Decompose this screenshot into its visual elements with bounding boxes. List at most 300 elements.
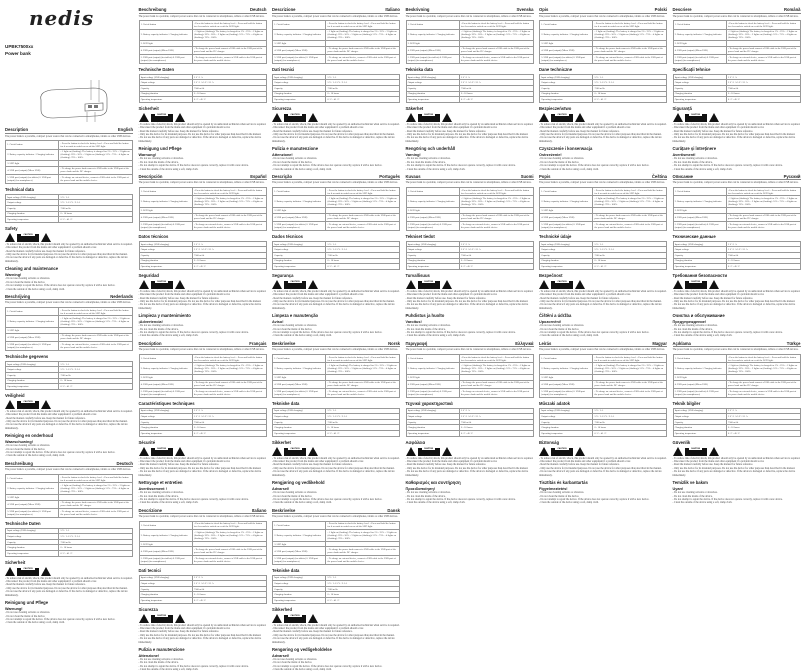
part-description: - Press the button to check the battery level. - Press and hold the button for 4 seconds to switch on or off the LED light. [192,354,266,363]
warning-triangle-icon [272,280,282,289]
table-row [273,431,400,437]
cleaning-item: - Clean the outside of the device using a soft, damp cloth. [138,668,199,672]
part-name: 4. USB port (output) (Micro USB) [406,380,459,389]
spec-value: 6 - 10 hours [726,258,800,264]
part-name: 4. USB port (output) (Micro USB) [6,333,59,342]
part-name: 4. USB port (output) (Micro USB) [540,46,593,55]
cleaning-item: - Do not use cleaning solvents or abrasives. [138,157,184,161]
part-description: - Press the button to check the battery level. - Press and hold the button for 4 seconds to switch on or off the LED light. [459,20,533,29]
warning-triangle-icon [406,447,416,456]
warning-heading: Attenzione! [138,654,160,658]
part-name: 1. On/off button [540,20,593,29]
table-row [406,363,533,375]
intro-text: The power bank is a portable, compact power source that can be connected to smartphones, tablets or other USB devices. [5,301,131,305]
warning-heading: Ostrzeżenie! [539,153,562,158]
spec-name: Output voltage [273,80,326,86]
cleaning-item: - Do not clean the inside of the device. [672,327,713,331]
part-description: - To charge the power bank connect a USB cable to the USB port of the power bank and the DC charger. [326,380,400,389]
warning-triangle-icon [139,280,149,289]
safety-item: - Do not use the device if any parts are damaged or defective. If the device is damaged or defective, replace the device immediately. [272,470,395,477]
safety-heading: Sicherheit [5,559,26,565]
safety-heading: Biztonság [539,439,560,445]
cleaning-item: - Do not attempt to repair the device. If the device does not operate correctly, replace it with a new device. [138,331,249,334]
cleaning-item: - Clean the outside of the device using a soft, damp cloth. [272,167,332,171]
spec-value: 0 °C - 45 °C [192,264,266,270]
warning-triangle-icon [5,233,15,242]
intro-text: The power bank is a portable, compact power source that can be connected to smartphones, tablets or other USB devices. [272,181,398,185]
safety-item: - Read the manual carefully before use. Keep the manual for future reference. [405,129,487,133]
part-description: - To charge the power bank connect a USB cable to the USB port of the power bank and the DC charger. [459,380,533,389]
spec-name: Charging duration [6,378,59,384]
caution-symbols [139,280,267,290]
part-description: - To charge an external device, connect a USB cable to the USB port of the power bank and the mobile device. [326,55,400,64]
intro-text: The power bank is a portable, compact power source that can be connected to smartphones, tablets or other USB devices. [138,348,265,352]
part-description: - To charge an external device, connect a USB cable to the USB port of the power bank and the mobile device. [192,556,266,565]
part-name: 1. On/off button [6,307,59,316]
table-row [273,389,400,398]
safety-item: - To reduce risk of electric shock, this product should only be opened by an authorized technician when service is required. [539,122,667,126]
safety-item: - Read the manual carefully before use. Keep the manual for future reference. [539,296,620,300]
power-bank-icon [33,78,113,124]
description-heading: Leírás [539,340,552,346]
part-name: 5. USB port (output) (for tablets) 6. USB port (output) (for smartphones) [406,222,459,231]
intro-text: The power bank is a portable, compact power source that can be connected to smartphones, tablets or other USB devices. [5,468,131,472]
table-row [273,29,400,41]
part-name: 3. LED light [139,41,192,47]
cleaning-item: - Do not clean the inside of the device. [138,160,179,164]
safety-item: - Only use the device for its intended purposes. Do not use the device for other purposes than described in the manual. [672,466,796,470]
spec-value: 7500 mAh [192,252,266,258]
part-name: 2. Battery capacity indicator / Charging indicator [273,29,326,41]
cleaning-item: - Do not attempt to repair the device. If the device does not operate correctly, replace it with a new device. [405,164,516,168]
spec-name: Capacity [406,252,459,258]
part-description: - 1 light on (flashing): The battery is charged for 1% - 25%. - 2 lights on (flashing): 26% - 50%. - 3 lights on (flashing): 51% - 75%. - 4 lights on (flashing): 76% - 100%. [593,196,667,208]
table-row [540,363,667,375]
cleaning-heading: Καθαρισμός και συντήρηση [405,480,461,486]
part-name: 5. USB port (output) (for tablets) 6. USB port (output) (for smartphones) [273,389,326,398]
cleaning-item: - Do not attempt to repair the device. If the device does not operate correctly, replace it with a new device. [272,664,383,668]
safety-item: - Read the manual carefully before use. Keep the manual for future reference. [5,249,86,253]
cleaning-item: - Do not clean the inside of the device. [405,494,446,498]
part-name: 1. On/off button [273,354,326,363]
safety-item: - Read the manual carefully before use. Keep the manual for future reference. [138,296,220,300]
safety-item: - Do not use the device if any parts are damaged or defective. If the device is damaged or defective, replace the device immediately. [539,303,662,310]
spec-value: 5 V / 1 A 5 V / 2.1 A [593,80,667,86]
part-description: - 1 light on (flashing): The battery is charged for 1% - 25%. - 2 lights on (flashing): 26% - 50%. - 3 lights on (flashing): 51% - 75%. - 4 lights on (flashing): 76% - 100%. [326,530,400,542]
tech-data-heading: Tekniske data [272,400,300,406]
section-heading-tr [673,341,801,348]
spec-name: Capacity [273,252,326,258]
spec-value: 0 °C - 45 °C [326,264,400,270]
intro-text: The power bank is a portable, compact power source that can be connected to smartphones, tablets or other USB devices. [405,348,532,352]
cleaning-item: - Do not attempt to repair the device. If the device does not operate correctly, replace it with a new device. [138,664,249,668]
section-heading-ro [673,7,801,14]
spec-name: Output voltage [673,414,726,420]
safety-item: - Disconnect the product from the mains and other equipment if a problem should occur. [272,626,364,630]
table-row [273,530,400,542]
table-row [406,29,533,41]
caution-text: CAUTION [423,281,434,284]
cleaning-item: - Do not clean the inside of the device. [138,661,179,665]
caution-text: CAUTION [23,568,33,571]
warning-triangle-icon [41,567,51,576]
caution-label-icon [151,448,173,456]
part-name: 3. LED light [673,374,726,380]
table-row [273,97,400,103]
spec-value: 5 V / 1 A [192,74,266,80]
part-description: - To charge the power bank connect a USB cable to the USB port of the power bank and the DC charger. [326,213,400,222]
tech-data-table [406,241,534,270]
spec-value: 7500 mAh [459,419,533,425]
spec-value: 7500 mAh [726,252,800,258]
spec-value: 5 V / 1 A 5 V / 2.1 A [726,247,800,253]
cleaning-item: - Clean the outside of the device using a soft, damp cloth. [5,454,65,458]
table-row [540,20,667,29]
spec-name: Input voltage (USB charging) [673,74,726,80]
table-row [273,20,400,29]
table-row [139,431,266,437]
section-heading-de [139,7,267,14]
part-description: - 1 light on (flashing): The battery is charged for 1% - 25%. - 2 lights on (flashing): 26% - 50%. - 3 lights on (flashing): 51% - 75%. - 4 lights on (flashing): 76% - 100%. [326,363,400,375]
caution-label-icon [284,615,306,623]
part-name: 2. Battery capacity indicator / Charging indicator [406,363,459,375]
table-row [673,431,800,437]
cleaning-item: - Clean the outside of the device using a soft, damp cloth. [539,334,599,338]
part-name: 5. USB port (output) (for tablets) 6. USB port (output) (for smartphones) [673,55,726,64]
parts-table [272,187,400,231]
part-description: - 1 light on (flashing): The battery is charged for 1% - 25%. - 2 lights on (flashing): 26% - 50%. - 3 lights on (flashing): 51% - 75%. - 4 lights on (flashing): 76% - 100%. [59,483,133,495]
spec-name: Operating temperature [273,431,326,437]
warning-triangle-icon [442,113,452,122]
part-name: 2. Battery capacity indicator / Charging indicator [540,29,593,41]
parts-table [406,20,534,64]
part-name: 2. Battery capacity indicator / Charging indicator [273,530,326,542]
part-name: 3. LED light [673,41,726,47]
cleaning-item: - Do not clean the inside of the device. [138,327,179,331]
language-label: Deutsch [249,7,267,12]
safety-item: - To reduce risk of electric shock, this product should only be opened by an authorized technician when service is required. [272,623,400,627]
spec-value: 5 V / 1 A 5 V / 2.1 A [593,414,667,420]
safety-heading: Sicherheit [138,105,159,111]
table-row [273,55,400,64]
cleaning-item: - Clean the outside of the device using a soft, damp cloth. [405,334,466,338]
description-heading: Description [138,340,162,346]
part-description: - 1 light on (flashing): The battery is charged for 1% - 25%. - 2 lights on (flashing): 26% - 50%. - 3 lights on (flashing): 51% - 75%. - 4 lights on (flashing): 76% - 100%. [326,29,400,41]
parts-table [139,187,267,231]
cleaning-item: - Clean the outside of the device using a soft, damp cloth. [672,501,733,505]
part-name: 1. On/off button [273,521,326,530]
table-row [406,213,533,222]
table-row [673,20,800,29]
cleaning-item: - Do not attempt to repair the device. If the device does not operate correctly, replace it with a new device. [405,331,516,334]
cleaning-heading: Pulizia e manutenzione [272,146,319,152]
cleaning-item: - Do not attempt to repair the device. If the device does not operate correctly, replace it with a new device. [539,331,650,334]
tech-data-table [406,408,534,437]
cleaning-item: - Clean the outside of the device using a soft, damp cloth. [5,287,65,291]
part-description: - 1 light on (flashing): The battery is charged for 1% - 25%. - 2 lights on (flashing): 26% - 50%. - 3 lights on (flashing): 51% - 75%. - 4 lights on (flashing): 76% - 100%. [326,196,400,208]
parts-table [272,354,400,398]
cleaning-item: - Clean the outside of the device using a soft, damp cloth. [138,167,199,171]
spec-value: 7500 mAh [726,419,800,425]
safety-item: - Do not use the device if any parts are damaged or defective. If the device is damaged or defective, replace the device immediately. [405,470,529,477]
spec-value: 6 - 10 hours [726,91,800,97]
safety-item: - To reduce risk of electric shock, this product should only be opened by an authorized technician when service is required. [138,122,267,126]
cleaning-item: - Do not attempt to repair the device. If the device does not operate correctly, replace it with a new device. [539,164,650,168]
safety-item: - Read the manual carefully before use. Keep the manual for future reference. [672,129,754,133]
tech-data-heading: Dati tecnici [272,66,295,72]
tech-data-table [139,408,267,437]
part-description: - Press the button to check the battery level. - Press and hold the button for 4 seconds to switch on or off the LED light. [192,521,266,530]
safety-heading: Güvenlik [672,439,691,445]
spec-value: 5 V / 1 A [326,408,400,414]
part-name: 3. LED light [273,374,326,380]
part-name: 3. LED light [6,161,59,167]
spec-name: Output voltage [139,247,192,253]
warning-heading: Avertisment! [672,153,696,158]
spec-value: 6 - 10 hours [326,592,400,598]
table-row [273,597,400,603]
safety-item: - Only use the device for its intended purposes. Do not use the device for other purposes than described in the manual. [672,299,796,303]
spec-value: 0 °C - 45 °C [326,431,400,437]
table-row [540,97,667,103]
part-name: 5. USB port (output) (for tablets) 6. USB port (output) (for smartphones) [673,222,726,231]
spec-value: 0 °C - 45 °C [59,551,133,557]
cleaning-heading: Čištění a údržba [539,313,572,319]
safety-item: - Disconnect the product from the mains and other equipment if a problem should occur. [272,126,364,130]
warning-triangle-icon [406,113,416,122]
part-description: - Press the button to check the battery level. - Press and hold the button for 4 seconds to switch on or off the LED light. [326,354,400,363]
table-row [139,530,266,542]
part-description: - To charge the power bank connect a USB cable to the USB port of the power bank and the DC charger. [192,46,266,55]
table-row [273,363,400,375]
spec-name: Charging duration [273,425,326,431]
table-row [273,354,400,363]
safety-item: - Read the manual carefully before use. Keep the manual for future reference. [539,463,620,467]
cleaning-heading: Rengøring og vedligeholdelse [272,647,332,652]
spec-name: Output voltage [139,80,192,86]
part-description: - 1 light on (flashing): The battery is charged for 1% - 25%. - 2 lights on (flashing): 26% - 50%. - 3 lights on (flashing): 51% - 75%. - 4 lights on (flashing): 76% - 100%. [726,196,800,208]
table-row [540,196,667,208]
part-name: 3. LED light [6,328,59,334]
cleaning-item: - Do not clean the inside of the device. [5,280,46,284]
safety-item: - Do not use the device if any parts are damaged or defective. If the device is damaged or defective, replace the device immediately. [272,303,395,310]
cleaning-item: - Do not attempt to repair the device. If the device does not operate correctly, replace it with a new device. [138,164,249,168]
spec-name: Capacity [406,86,459,92]
warning-heading: Предупреждение! [672,320,707,325]
product-title: Power bank [5,51,31,56]
spec-name: Charging duration [6,211,59,217]
cleaning-item: - Clean the outside of the device using a soft, damp cloth. [539,501,599,505]
safety-item: - Read the manual carefully before use. Keep the manual for future reference. [405,296,487,300]
spec-name: Input voltage (USB charging) [6,361,59,367]
warning-triangle-icon [272,447,282,456]
spec-value: 6 - 10 hours [593,258,667,264]
table-row [139,556,266,565]
safety-item: - Do not use the device if any parts are damaged or defective. If the device is damaged or defective, replace the device immediately. [138,303,262,310]
intro-text: The power bank is a portable, compact power source that can be connected to smartphones, tablets or other USB devices. [672,348,799,352]
table-row [139,97,266,103]
warning-heading: Warnung! [5,607,23,612]
spec-value: 0 °C - 45 °C [192,97,266,103]
part-description: - Press the button to check the battery level. - Press and hold the button for 4 seconds to switch on or off the LED light. [459,354,533,363]
cleaning-item: - Do not clean the inside of the device. [539,327,580,331]
tech-data-heading: Technische Daten [138,66,175,72]
caution-label-icon [151,281,173,289]
table-row [139,20,266,29]
warning-triangle-icon [139,113,149,122]
tech-data-table [539,74,667,103]
spec-value: 5 V / 1 A 5 V / 2.1 A [459,80,533,86]
description-heading: Descriere [672,7,692,12]
part-name: 5. USB port (output) (for tablets) 6. USB port (output) (for smartphones) [540,222,593,231]
warning-heading: Varoitus! [405,320,422,325]
cleaning-item: - Do not use cleaning solvents or abrasives. [539,157,585,161]
safety-item: - Only use the device for its intended purposes. Do not use the device for other purposes than described in the manual. [272,466,395,470]
cleaning-item: - Do not clean the inside of the device. [138,494,179,498]
spec-value: 0 °C - 45 °C [459,264,533,270]
part-name: 1. On/off button [139,20,192,29]
cleaning-item: - Do not use cleaning solvents or abrasives. [272,324,318,328]
page-column-2 [138,0,267,672]
caution-label-icon [17,234,39,242]
parts-table [406,187,534,231]
language-label: Italiano [251,507,267,513]
intro-text: The power bank is a portable, compact power source that can be connected to smartphones, tablets or other USB devices. [272,348,398,352]
part-description: - Press the button to check the battery level. - Press and hold the button for 4 seconds to switch on or off the LED light. [326,521,400,530]
part-name: 1. On/off button [540,187,593,196]
description-heading: Opis [539,7,549,12]
part-name: 5. USB port (output) (for tablets) 6. USB port (output) (for smartphones) [6,509,59,518]
cleaning-heading: Reinigung und Pflege [5,600,49,606]
spec-value: 7500 mAh [59,539,133,545]
part-name: 2. Battery capacity indicator / Charging indicator [273,196,326,208]
part-description: - 1 light on (flashing): The battery is charged for 1% - 25%. - 2 lights on (flashing): 26% - 50%. - 3 lights on (flashing): 51% - 75%. - 4 lights on (flashing): 76% - 100%. [726,363,800,375]
spec-name: Input voltage (USB charging) [139,241,192,247]
table-row [673,363,800,375]
safety-item: - Do not use the device if any parts are damaged or defective. If the device is damaged or defective, replace the device immediately. [138,470,262,477]
section-heading-pt [272,174,400,181]
caution-label-icon [418,281,440,289]
spec-name: Output voltage [273,247,326,253]
cleaning-heading: Очистка и обслуживание [672,313,725,319]
spec-value: 6 - 10 hours [192,91,266,97]
spec-name: Output voltage [673,80,726,86]
part-name: 2. Battery capacity indicator / Charging indicator [6,483,59,495]
spec-name: Output voltage [406,247,459,253]
language-label: Čeština [651,173,667,179]
table-row [139,196,266,208]
table-row [6,509,133,518]
parts-table [539,187,667,231]
table-row [139,264,266,270]
spec-value: 5 V / 1 A [593,74,667,80]
cleaning-item: - Do not attempt to repair the device. If the device does not operate correctly, replace it with a new device. [5,284,116,288]
table-row [406,187,533,196]
safety-item: - To reduce risk of electric shock, this product should only be opened by an authorized technician when service is required. [272,122,400,126]
safety-item: - Read the manual carefully before use. Keep the manual for future reference. [5,583,86,587]
warning-triangle-icon [575,447,585,456]
spec-name: Operating temperature [540,431,593,437]
safety-item: - To reduce risk of electric shock, this product should only be opened by an authorized technician when service is required. [405,289,534,293]
cleaning-item: - Clean the outside of the device using a soft, damp cloth. [672,334,733,338]
part-description: - To charge an external device, connect a USB cable to the USB port of the power bank and the mobile device. [59,175,133,184]
spec-value: 6 - 10 hours [192,592,266,598]
safety-item: - Read the manual carefully before use. Keep the manual for future reference. [138,129,220,133]
safety-item: - Only use the device for its intended purposes. Do not use the device for other purposes than described in the manual. [272,633,395,637]
intro-text: The power bank is a portable, compact power source that can be connected to smartphones, tablets or other USB devices. [539,14,665,18]
tech-data-heading: Műszaki adatok [539,400,570,406]
safety-heading: Bezpečnost [539,272,563,278]
safety-item: - Disconnect the product from the mains and other equipment if a problem should occur. [405,293,498,297]
warning-triangle-icon [709,447,719,456]
section-heading-ru [673,174,801,181]
table-row [406,97,533,103]
table-row [6,342,133,351]
tech-data-heading: Specificații tehnice [672,66,711,72]
language-label: Español [250,173,267,179]
part-name: 4. USB port (output) (Micro USB) [540,380,593,389]
part-name: 1. On/off button [540,354,593,363]
table-row [6,333,133,342]
table-row [673,97,800,103]
spec-value: 6 - 10 hours [192,425,266,431]
part-description: - To charge an external device, connect a USB cable to the USB port of the power bank and the mobile device. [726,55,800,64]
cleaning-item: - Clean the outside of the device using a soft, damp cloth. [138,501,199,505]
spec-name: Operating temperature [6,551,59,557]
safety-heading: Sécurité [138,439,156,445]
warning-triangle-icon [308,113,318,122]
caution-symbols [5,567,133,577]
spec-name: Charging duration [540,258,593,264]
spec-name: Input voltage (USB charging) [673,241,726,247]
safety-item: - Disconnect the product from the mains and other equipment if a problem should occur. [5,413,97,417]
spec-name: Output voltage [6,200,59,206]
intro-text: The power bank is a portable, compact power source that can be connected to smartphones, tablets or other USB devices. [405,181,532,185]
tech-data-table [406,74,534,103]
spec-value: 5 V / 1 A [326,241,400,247]
tech-data-heading: Datos técnicos [138,233,169,239]
section-heading-en [5,127,133,134]
safety-item: - Do not use the device if any parts are damaged or defective. If the device is damaged or defective, replace the device immediately. [5,256,128,263]
table-row [139,521,266,530]
part-name: 5. USB port (output) (for tablets) 6. USB port (output) (for smartphones) [6,342,59,351]
warning-triangle-icon [272,614,282,623]
description-heading: Описание [672,173,694,179]
part-name: 2. Battery capacity indicator / Charging indicator [139,196,192,208]
part-name: 1. On/off button [139,521,192,530]
part-description: - To charge the power bank connect a USB cable to the USB port of the power bank and the DC charger. [326,547,400,556]
warning-heading: ¡Advertencia! [138,320,163,325]
warning-heading: Avertissement ! [138,487,167,492]
part-description: - To charge the power bank connect a USB cable to the USB port of the power bank and the DC charger. [59,500,133,509]
description-heading: Beschreibung [138,7,167,12]
caution-label-icon [418,114,440,122]
language-label: Deutsch [116,460,133,466]
safety-heading: Sicurezza [272,105,292,111]
spec-name: Output voltage [6,534,59,540]
table-row [139,597,266,603]
spec-value: 6 - 10 hours [593,425,667,431]
safety-item: - Do not use the device if any parts are damaged or defective. If the device is damaged or defective, replace the device immediately. [672,136,796,143]
description-heading: Beskrivning [405,7,430,12]
part-description: - To charge the power bank connect a USB cable to the USB port of the power bank and the DC charger. [593,213,667,222]
spec-name: Capacity [6,206,59,212]
section-heading-hu [539,341,667,348]
part-description: - Press the button to check the battery level. - Press and hold the button for 4 seconds to switch on or off the LED light. [59,140,133,149]
safety-item: - Read the manual carefully before use. Keep the manual for future reference. [539,129,620,133]
safety-item: - Read the manual carefully before use. Keep the manual for future reference. [5,416,86,420]
warning-heading: Figyelmeztetés! [539,487,568,492]
